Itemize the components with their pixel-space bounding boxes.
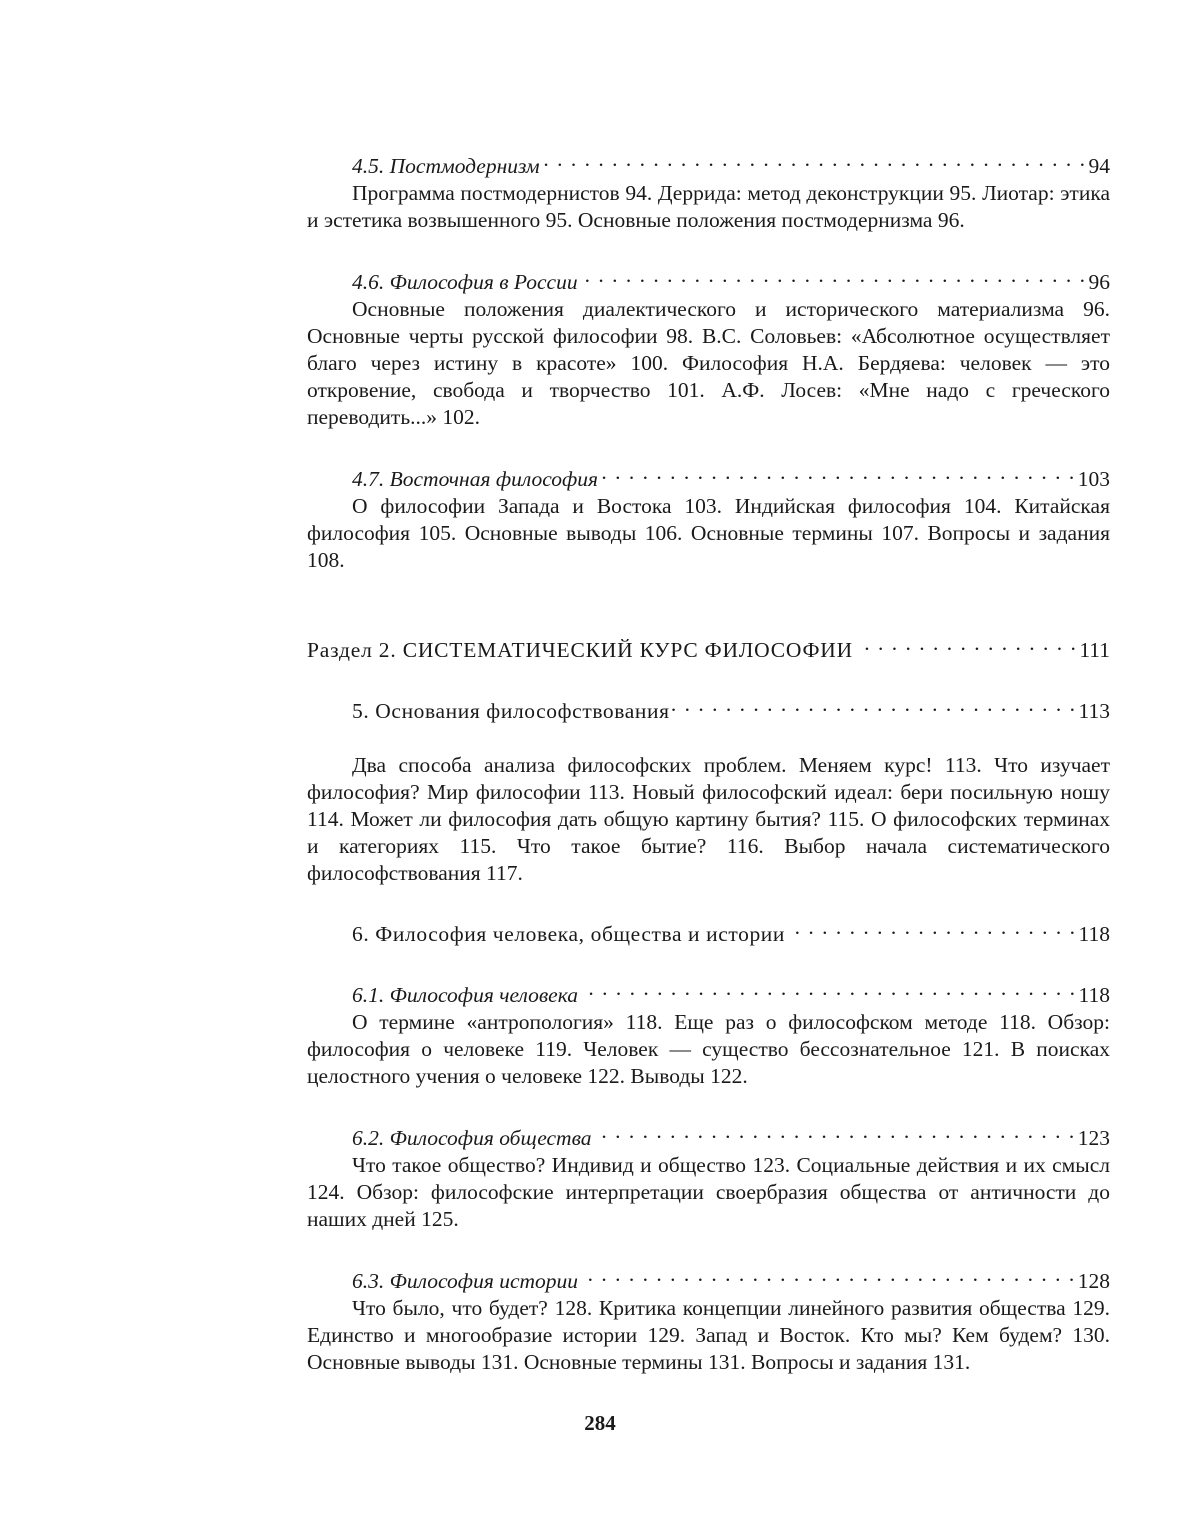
toc-chapter-description: Два способа анализа философских проблем. Меняем курс! 113. Что изучает философия? Мир философии 113. Новый философский идеал: бери посильную ношу 114. Может ли философия дать общую картину бытия? 115. О философских терминах и категориях 115. Что такое бытие? 116. Выбор начала систематического философствования 117. xyxy=(307,753,1110,885)
dot-leader xyxy=(594,1118,1076,1145)
toc-entry-4-6 xyxy=(307,262,1110,431)
dot-leader xyxy=(672,691,1077,718)
toc-entry-6-3 xyxy=(307,1261,1110,1376)
toc-entry-heading xyxy=(307,975,1110,1009)
toc-entry-heading xyxy=(307,1261,1110,1295)
dot-leader xyxy=(855,630,1077,657)
toc-page-number: 111 xyxy=(1079,638,1110,662)
toc-page-number: 118 xyxy=(1078,922,1110,946)
table-of-contents xyxy=(307,146,1110,1404)
toc-page-number: 96 xyxy=(1088,270,1110,294)
toc-entry-description: Что такое общество? Индивид и общество 123. Социальные действия и их смысл 124. Обзор: философские интерпретации своербразия общества от античности до наших дней 125. xyxy=(307,1153,1110,1231)
toc-page-number: 94 xyxy=(1088,154,1110,178)
toc-chapter-title: 5. Основания философствования xyxy=(352,699,670,723)
toc-entry-title: 6.1. Философия человека xyxy=(352,983,578,1007)
toc-entry-title: 6.2. Философия общества xyxy=(352,1126,592,1150)
toc-part-heading xyxy=(307,630,1110,664)
toc-entry-description: Что было, что будет? 128. Критика концепции линейного развития общества 129. Единство и многообразие истории 129. Запад и Восток. Кто мы? Кем будем? 130. Основные выводы 131. Основные термины 131. Вопросы и задания 131. xyxy=(307,1296,1110,1374)
toc-page-number: 113 xyxy=(1078,699,1110,723)
page-number-footer: 284 xyxy=(584,1411,616,1435)
toc-chapter-heading xyxy=(307,914,1110,948)
toc-entry-6-1 xyxy=(307,975,1110,1090)
toc-entry-heading xyxy=(307,1118,1110,1152)
dot-leader xyxy=(542,146,1087,173)
toc-entry-title: 6.3. Философия истории xyxy=(352,1269,579,1293)
toc-entry-6-2 xyxy=(307,1118,1110,1233)
spacer xyxy=(307,602,1110,630)
toc-entry-heading xyxy=(307,146,1110,180)
dot-leader xyxy=(580,1261,1076,1288)
toc-part-title: Раздел 2. СИСТЕМАТИЧЕСКИЙ КУРС ФИЛОСОФИИ xyxy=(307,638,853,662)
dot-leader xyxy=(580,975,1077,1002)
toc-chapter-heading xyxy=(307,691,1110,725)
toc-entry-heading xyxy=(307,459,1110,493)
toc-entry-title: 4.6. Философия в России xyxy=(352,270,578,294)
toc-entry-heading xyxy=(307,262,1110,296)
toc-chapter-6 xyxy=(307,914,1110,948)
toc-page-number: 118 xyxy=(1078,983,1110,1007)
toc-entry-description: О термине «антропология» 118. Еще раз о философском методе 118. Обзор: философия о человеке 119. Человек — существо бессознательное 121. В поисках целостного учения о человеке 122. Выводы 122. xyxy=(307,1010,1110,1088)
toc-entry-description: Программа постмодернистов 94. Деррида: метод деконструкции 95. Лиотар: этика и эстетика возвышенного 95. Основные положения постмодернизма 96. xyxy=(307,181,1110,232)
toc-entry-description: О философии Запада и Востока 103. Индийская философия 104. Китайская философия 105. Основные выводы 106. Основные термины 107. Вопросы и задания 108. xyxy=(307,494,1110,572)
toc-entry-title: 4.5. Постмодернизм xyxy=(352,154,540,178)
toc-entry-title: 4.7. Восточная философия xyxy=(352,467,598,491)
toc-entry-4-5 xyxy=(307,146,1110,234)
dot-leader xyxy=(580,262,1087,289)
toc-page-number: 128 xyxy=(1077,1269,1110,1293)
toc-page-number: 103 xyxy=(1077,467,1110,491)
toc-entry-4-7 xyxy=(307,459,1110,574)
toc-chapter-title: 6. Философия человека, общества и истории xyxy=(352,922,786,946)
dot-leader xyxy=(600,459,1076,486)
toc-entry-description: Основные положения диалектического и исторического материализма 96. Основные черты русской философии 98. В.С. Соловьев: «Абсолютное осуществляет благо через истину в красоте» 100. Философия Н.А. Бердяева: человек — это откровение, свобода и творчество 101. А.Ф. Лосев: «Мне надо с греческого переводить...» 102. xyxy=(307,297,1110,429)
toc-chapter-5 xyxy=(307,691,1110,725)
toc-page-number: 123 xyxy=(1077,1126,1110,1150)
toc-part-2 xyxy=(307,630,1110,664)
dot-leader xyxy=(787,914,1077,941)
